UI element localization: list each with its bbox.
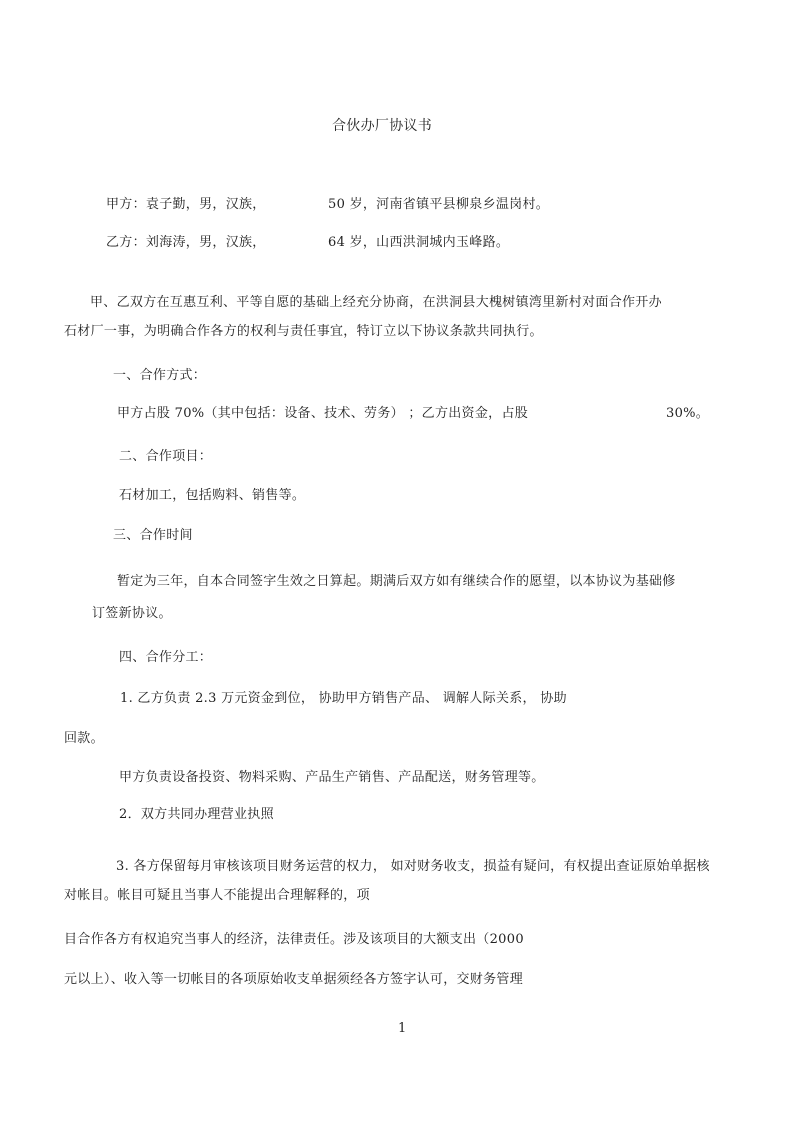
- page-number: 1: [398, 1021, 407, 1036]
- section-4-item-1-line-2: 回款。: [64, 731, 104, 746]
- section-4-item-3-line-3: 目合作各方有权追究当事人的经济，法律责任。涉及该项目的大额支出（2000: [64, 932, 524, 947]
- section-4-item-3-line-2: 对帐目。帐目可疑且当事人不能提出合理解释的，项: [64, 888, 370, 903]
- section-2-body: 石材加工，包括购料、销售等。: [119, 488, 306, 503]
- intro-line-2: 石材厂一事，为明确合作各方的权利与责任事宜，特订立以下协议条款共同执行。: [64, 324, 543, 339]
- document-title: 合伙办厂协议书: [332, 118, 433, 134]
- section-1-heading: 一、合作方式：: [113, 368, 207, 383]
- section-4-item-3-line-1: 3. 各方保留每月审核该项目财务运营的权力， 如对财务收支，损益有疑问，有权提出查证原始单据核: [116, 859, 710, 874]
- section-1-body: 甲方占股 70%（其中包括：设备、技术、劳务） ；乙方出资金，占股: [117, 406, 529, 421]
- section-4-item-1-line-1: 1. 乙方负责 2.3 万元资金到位， 协助甲方销售产品、 调解人际关系， 协助: [120, 691, 567, 706]
- section-3-heading: 三、合作时间: [113, 528, 193, 543]
- section-2-heading: 二、合作项目：: [119, 449, 213, 464]
- section-4-party-a-duty: 甲方负责设备投资、物料采购、产品生产销售、产品配送，财务管理等。: [119, 770, 545, 785]
- party-b-age-address: 64 岁，山西洪洞城内玉峰路。: [328, 235, 510, 250]
- intro-line-1: 甲、乙双方在互惠互利、平等自愿的基础上经充分协商，在洪洞县大槐树镇湾里新村对面合作开办: [90, 295, 662, 310]
- section-3-line-2: 订签新协议。: [92, 606, 172, 621]
- section-4-item-2: 2．双方共同办理营业执照: [119, 807, 274, 822]
- party-a-info: 甲方：袁子勤，男，汉族，: [106, 197, 266, 212]
- section-4-item-3-line-4: 元以上）、收入等一切帐目的各项原始收支单据须经各方签字认可，交财务管理: [64, 972, 524, 987]
- section-1-percent: 30%。: [666, 406, 710, 421]
- party-a-age-address: 50 岁，河南省镇平县柳泉乡温岗村。: [328, 197, 550, 212]
- section-4-heading: 四、合作分工：: [119, 650, 213, 665]
- section-3-line-1: 暂定为三年，自本合同签字生效之日算起。期满后双方如有继续合作的愿望，以本协议为基础修: [117, 574, 676, 589]
- party-b-info: 乙方：刘海涛，男，汉族，: [106, 235, 266, 250]
